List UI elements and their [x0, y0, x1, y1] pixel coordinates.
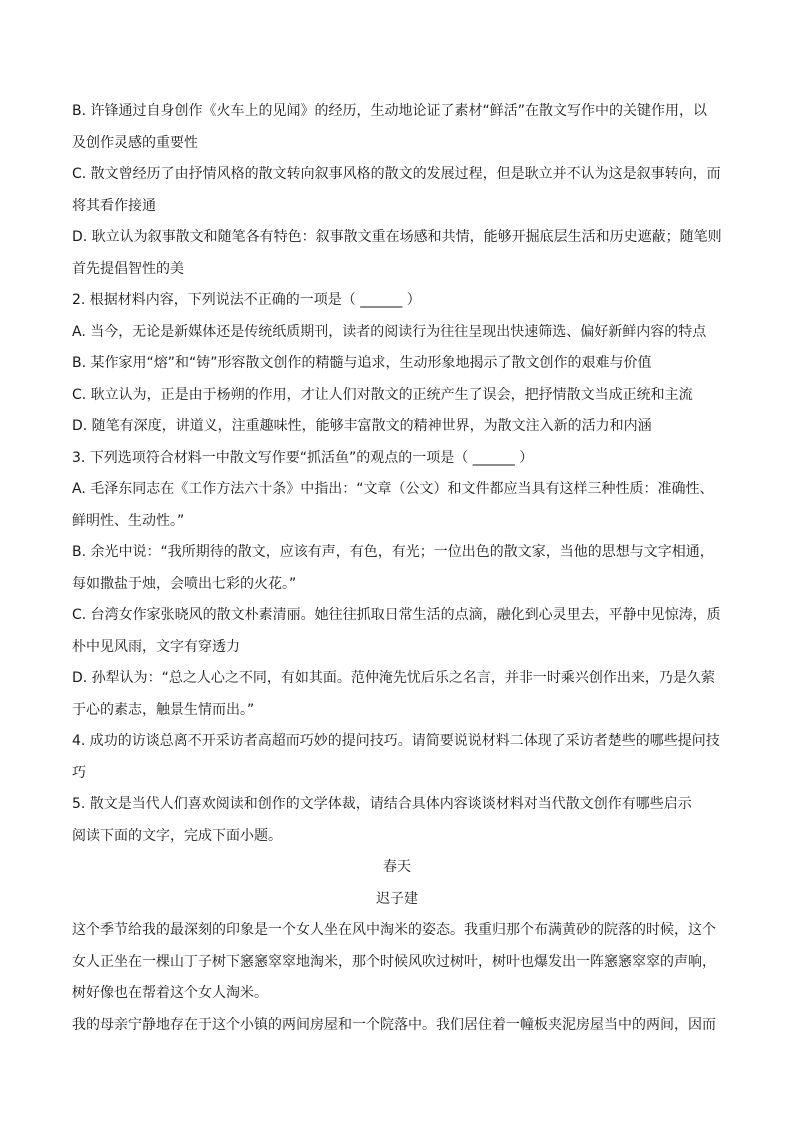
q3-option-a-line-2: 鲜明性、生动性。”	[72, 512, 185, 529]
reading-instruction: 阅读下面的文字，完成下面小题。	[72, 827, 282, 844]
option-c-line-1: C. 散文曾经历了由抒情风格的散文转向叙事风格的散文的发展过程，但是耿立并不认为这是叙事转向，而	[72, 166, 721, 182]
q3-option-d-line-2: 于心的素志，触景生情而出。”	[72, 701, 255, 718]
question-5: 5. 散文是当代人们喜欢阅读和创作的文学体裁，请结合具体内容谈谈材料对当代散文创作有哪些启示	[72, 796, 692, 812]
passage-author: 迟子建	[376, 890, 418, 907]
question-4-line-2: 巧	[72, 764, 86, 781]
question-2: 2. 根据材料内容，下列说法不正确的一项是（ ______ ）	[72, 292, 421, 308]
passage-paragraph-1-line-3: 树好像也在帮着这个女人淘米。	[72, 985, 268, 1001]
option-d-line-1: D. 耿立认为叙事散文和随笔各有特色：叙事散文重在场感和共情，能够开掘底层生活和历史遮蔽；随笔则	[72, 229, 722, 245]
q2-option-d: D. 随笔有深度，讲道义，注重趣味性，能够丰富散文的精神世界，为散文注入新的活力和内涵	[72, 418, 652, 434]
option-d-line-2: 首先提倡智性的美	[72, 260, 184, 277]
q3-option-d-line-1: D. 孙犁认为：“总之人心之不同，有如其面。范仲淹先忧后乐之名言，并非一时乘兴创作出来，乃是久萦	[72, 670, 715, 686]
passage-paragraph-1-line-1: 这个季节给我的最深刻的印象是一个女人坐在风中淘米的姿态。我重归那个布满黄砂的院落的时候，这个	[72, 922, 716, 938]
passage-paragraph-1-line-2: 女人正坐在一棵山丁子树下窸窸窣窣地淘米，那个时候风吹过树叶，树叶也爆发出一阵窸窸窣窣的声响，	[72, 953, 716, 970]
q3-option-c-line-2: 朴中见风雨，文字有穿透力	[72, 638, 240, 655]
option-b-line-1: B. 许锋通过自身创作《火车上的见闻》的经历，生动地论证了素材“鲜活”在散文写作中的关键作用，以	[72, 103, 708, 119]
passage-paragraph-2-line-1: 我的母亲宁静地存在于这个小镇的两间房屋和一个院落中。我们居住着一幢板夹泥房屋当中的两间，因而	[72, 1016, 716, 1033]
document-page	[72, 96, 722, 1041]
q3-option-a-line-1: A. 毛泽东同志在《工作方法六十条》中指出：“文章（公文）和文件都应当具有这样三种性质：准确性、	[72, 481, 714, 497]
q2-option-c: C. 耿立认为，正是由于杨朔的作用，才让人们对散文的正统产生了误会，把抒情散文当成正统和主流	[72, 386, 693, 403]
q2-option-a: A. 当今，无论是新媒体还是传统纸质期刊，读者的阅读行为往往呈现出快速筛选、偏好新鲜内容的特点	[72, 323, 707, 340]
q2-option-b: B. 某作家用“熔”和“铸”形容散文创作的精髓与追求，生动形象地揭示了散文创作的艰难与价值	[72, 355, 652, 371]
option-b-line-2: 及创作灵感的重要性	[72, 134, 198, 151]
question-3: 3. 下列选项符合材料一中散文写作要“抓活鱼”的观点的一项是（ ______ ）	[72, 449, 534, 466]
q3-option-b-line-1: B. 余光中说：“我所期待的散文，应该有声，有色，有光；一位出色的散文家，当他的思想与文字相通，	[72, 544, 714, 560]
passage-title: 春天	[383, 859, 411, 875]
question-4-line-1: 4. 成功的访谈总离不开采访者高超而巧妙的提问技巧。请简要说说材料二体现了采访者楚些的哪些提问技	[72, 733, 720, 749]
q3-option-b-line-2: 每如撒盐于烛，会喷出七彩的火花。”	[72, 575, 297, 592]
option-c-line-2: 将其看作接通	[72, 197, 156, 214]
q3-option-c-line-1: C. 台湾女作家张晓风的散文朴素清丽。她往往抓取日常生活的点滴，融化到心灵里去，平静中见惊涛，质	[72, 607, 721, 623]
